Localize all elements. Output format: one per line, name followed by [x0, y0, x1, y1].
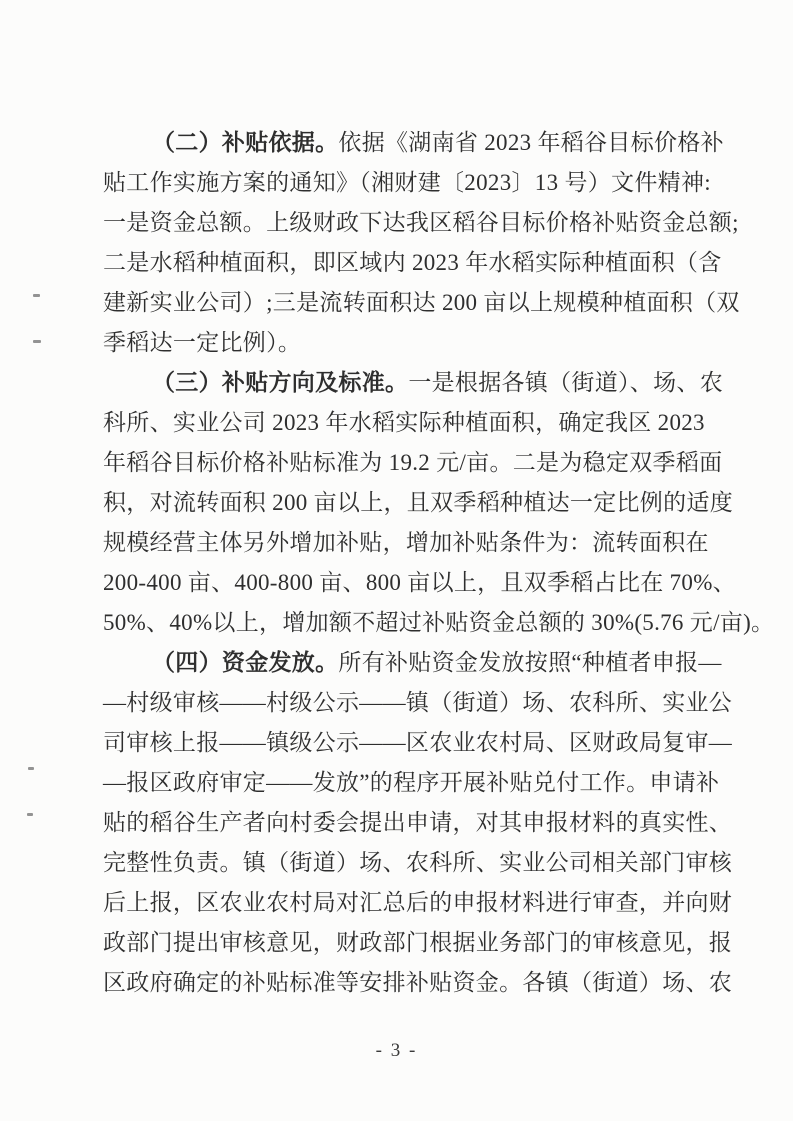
document-line: [103, 403, 703, 443]
line-text: 贴的稻谷生产者向村委会提出申请，对其申报材料的真实性、: [103, 810, 733, 835]
page-number: - 3 -: [375, 1040, 418, 1061]
document-line: [103, 123, 724, 163]
document-line: [103, 443, 723, 483]
scan-artifact: [33, 340, 41, 343]
line-text: 年稻谷目标价格补贴标准为 19.2 元/亩。二是为稳定双季稻面: [103, 450, 723, 475]
line-text: 政部门提出审核意见，财政部门根据业务部门的审核意见，报: [103, 930, 733, 955]
line-text: —报区政府审定——发放”的程序开展补贴兑付工作。申请补: [103, 770, 720, 795]
document-line: [103, 843, 733, 883]
line-text: 科所、实业公司 2023 年水稻实际种植面积，确定我区 2023: [103, 410, 705, 435]
section-heading: （三）补贴方向及标准。: [152, 370, 409, 395]
line-text: 200-400 亩、400-800 亩、800 亩以上，且双季稻占比在 70%、: [103, 570, 736, 595]
document-line: [103, 683, 733, 723]
document-line: [103, 483, 733, 523]
line-text: 二是水稻种植面积，即区域内 2023 年水稻实际种植面积（含: [103, 250, 722, 275]
document-line: [103, 243, 722, 283]
line-text: 依据《湖南省 2023 年稻谷目标价格补: [338, 130, 724, 155]
scan-artifact: [27, 813, 33, 816]
line-text: 贴工作实施方案的通知》（湘财建〔2023〕13 号）文件精神:: [103, 170, 711, 195]
line-text: 所有补贴资金发放按照“种植者申报—: [338, 650, 722, 675]
document-line: [103, 763, 720, 803]
document-line: [103, 363, 724, 403]
line-text: 区政府确定的补贴标准等安排补贴资金。各镇（街道）场、农: [103, 970, 733, 995]
line-text: 完整性负责。镇（街道）场、农科所、实业公司相关部门审核: [103, 850, 733, 875]
line-text: 一是资金总额。上级财政下达我区稻谷目标价格补贴资金总额;: [103, 210, 739, 235]
line-text: 50%、40%以上，增加额不超过补贴资金总额的 30%(5.76 元/亩)。: [103, 610, 775, 635]
line-text: 建新实业公司）;三是流转面积达 200 亩以上规模种植面积（双: [103, 290, 740, 315]
document-line: [103, 643, 722, 683]
document-line: [103, 803, 733, 843]
line-text: 司审核上报——镇级公示——区农业农村局、区财政局复审—: [103, 730, 733, 755]
section-heading: （二）补贴依据。: [152, 130, 339, 155]
document-line: [103, 883, 733, 923]
document-line: [103, 563, 736, 603]
document-line: [103, 603, 775, 643]
document-line: [103, 283, 740, 323]
line-text: 季稻达一定比例）。: [103, 330, 302, 355]
document-line: [103, 203, 739, 243]
line-text: 后上报，区农业农村局对汇总后的申报材料进行审查，并向财: [103, 890, 733, 915]
document-line: [103, 923, 733, 963]
document-line: [103, 523, 709, 563]
document-line: [103, 163, 711, 203]
document-body: [103, 123, 775, 1003]
line-text: 规模经营主体另外增加补贴，增加补贴条件为：流转面积在: [103, 530, 709, 555]
document-line: [103, 963, 733, 1003]
document-line: [103, 323, 703, 363]
line-text: 积，对流转面积 200 亩以上，且双季稻种植达一定比例的适度: [103, 490, 733, 515]
line-text: 一是根据各镇（街道）、场、农: [408, 370, 724, 395]
document-line: [103, 723, 733, 763]
scan-artifact: [28, 767, 34, 770]
line-text: —村级审核——村级公示——镇（街道）场、农科所、实业公: [103, 690, 733, 715]
section-heading: （四）资金发放。: [152, 650, 339, 675]
scan-artifact: [33, 294, 40, 297]
